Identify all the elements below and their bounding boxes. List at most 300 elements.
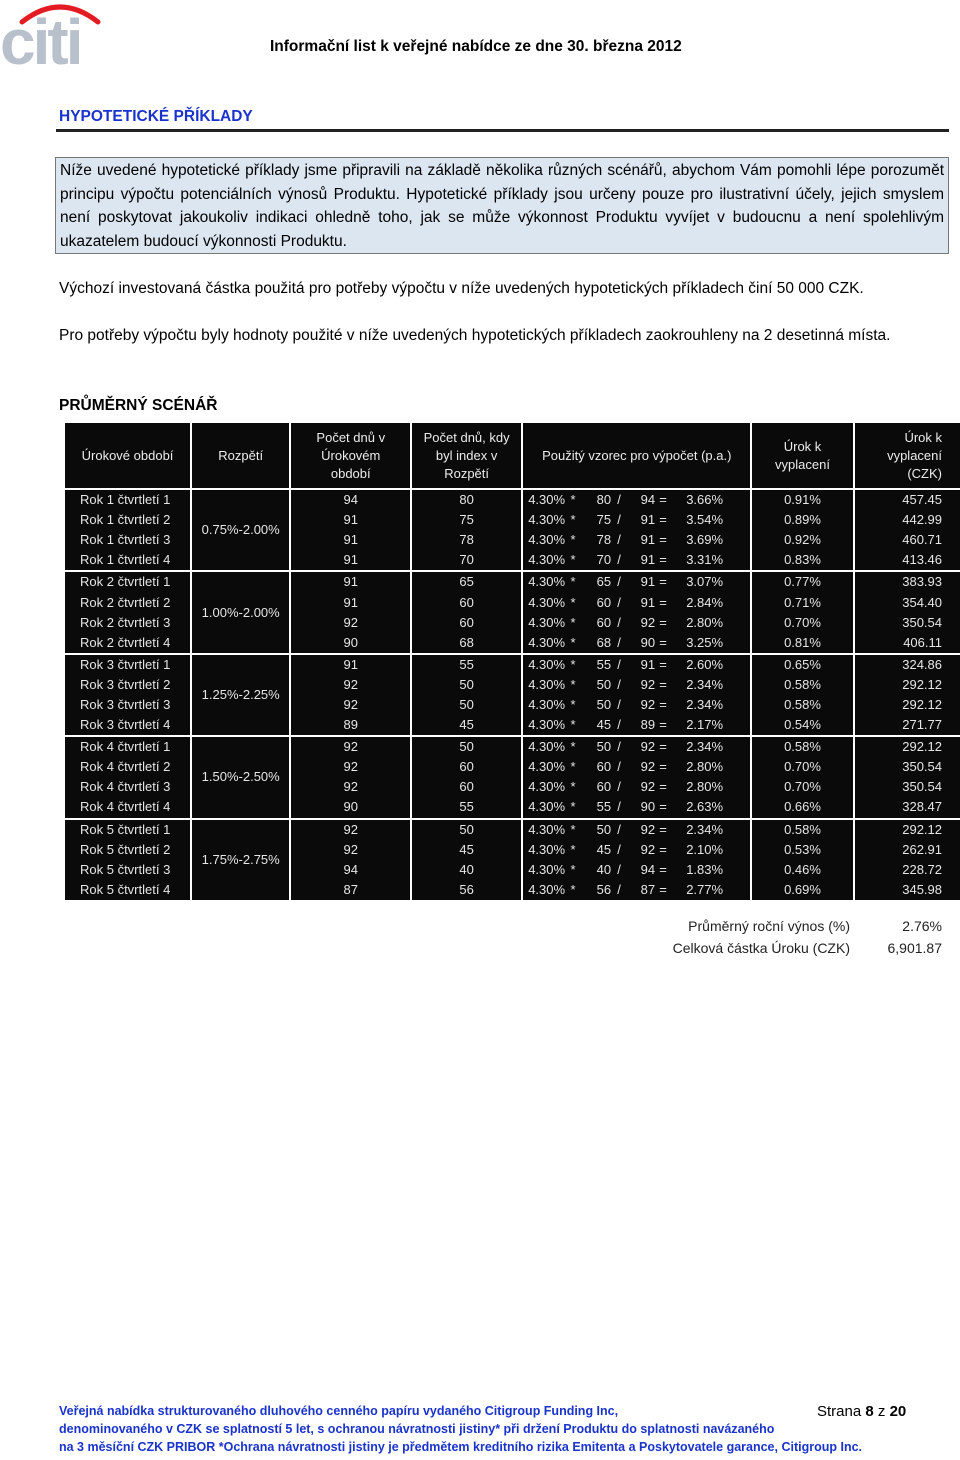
formula-base: 4.30% [528, 676, 566, 692]
cell-formula [522, 571, 751, 592]
cell-period: Rok 1 čtvrtletí 4 [65, 550, 191, 571]
formula-base: 4.30% [528, 512, 566, 528]
cell-period: Rok 1 čtvrtletí 2 [65, 510, 191, 530]
formula-eq: = [659, 492, 667, 508]
header-period: Úrokové období [65, 423, 191, 489]
formula-mul: * [570, 634, 576, 650]
scenario-table [65, 423, 960, 900]
cell-formula [522, 510, 751, 530]
formula-div: / [617, 552, 621, 568]
formula-in-range: 65 [596, 574, 612, 590]
cell-period: Rok 4 čtvrtletí 3 [65, 777, 191, 797]
formula-result: 1.83% [686, 861, 724, 877]
table-body [65, 489, 960, 900]
formula-days: 92 [640, 779, 656, 795]
cell-days: 92 [290, 613, 411, 633]
cell-payout: 354.40 [854, 592, 960, 612]
formula-result: 3.25% [686, 634, 724, 650]
cell-days: 92 [290, 675, 411, 695]
formula-days: 94 [640, 861, 656, 877]
cell-formula [522, 819, 751, 840]
cell-period: Rok 5 čtvrtletí 1 [65, 819, 191, 840]
document-title: Informační list k veřejné nabídce ze dne 30. března 2012 [270, 38, 682, 55]
cell-days-in-range: 50 [411, 675, 522, 695]
cell-payout: 350.54 [854, 613, 960, 633]
cell-period: Rok 1 čtvrtletí 3 [65, 530, 191, 550]
cell-formula [522, 530, 751, 550]
formula-eq: = [659, 881, 667, 897]
formula-mul: * [570, 779, 576, 795]
cell-range: 1.00%-2.00% [191, 571, 290, 653]
formula-in-range: 45 [596, 841, 612, 857]
formula-in-range: 70 [596, 552, 612, 568]
formula-in-range: 40 [596, 861, 612, 877]
formula-in-range: 55 [596, 799, 612, 815]
cell-range: 1.75%-2.75% [191, 819, 290, 900]
formula-in-range: 60 [596, 614, 612, 630]
cell-days: 91 [290, 654, 411, 675]
formula-mul: * [570, 717, 576, 733]
formula-days: 92 [640, 759, 656, 775]
formula-div: / [617, 861, 621, 877]
summary-total-value: 6,901.87 [887, 940, 942, 956]
cell-days-in-range: 45 [411, 840, 522, 860]
cell-formula [522, 613, 751, 633]
cell-rate: 0.46% [751, 860, 853, 880]
summary-avg-label: Průměrný roční výnos (%) [688, 918, 850, 934]
formula-days: 91 [640, 552, 656, 568]
formula-mul: * [570, 759, 576, 775]
formula-result: 3.31% [686, 552, 724, 568]
formula-div: / [617, 799, 621, 815]
formula-days: 90 [640, 634, 656, 650]
formula-base: 4.30% [528, 532, 566, 548]
formula-eq: = [659, 512, 667, 528]
formula-div: / [617, 492, 621, 508]
summary-avg-row [640, 914, 945, 936]
formula-days: 92 [640, 739, 656, 755]
cell-rate: 0.58% [751, 736, 853, 757]
formula-base: 4.30% [528, 634, 566, 650]
cell-rate: 0.70% [751, 613, 853, 633]
cell-days: 92 [290, 757, 411, 777]
formula-days: 91 [640, 594, 656, 610]
cell-period: Rok 3 čtvrtletí 3 [65, 695, 191, 715]
formula-eq: = [659, 574, 667, 590]
summary-avg-value: 2.76% [902, 918, 942, 934]
table-row [65, 654, 960, 675]
cell-payout: 324.86 [854, 654, 960, 675]
footer-line-3: na 3 měsíční CZK PRIBOR *Ochrana návratnosti jistiny je předmětem kreditního rizika Emitenta a Poskytovatele garance, Citigroup Inc. [59, 1440, 863, 1454]
formula-mul: * [570, 512, 576, 528]
formula-div: / [617, 574, 621, 590]
cell-period: Rok 3 čtvrtletí 1 [65, 654, 191, 675]
page-number [817, 1403, 906, 1420]
formula-eq: = [659, 532, 667, 548]
cell-days: 91 [290, 530, 411, 550]
formula-base: 4.30% [528, 861, 566, 877]
formula-mul: * [570, 552, 576, 568]
intro-box [55, 157, 949, 254]
cell-rate: 0.69% [751, 880, 853, 900]
formula-eq: = [659, 739, 667, 755]
formula-days: 92 [640, 696, 656, 712]
footer [59, 1402, 949, 1456]
formula-eq: = [659, 552, 667, 568]
cell-days-in-range: 60 [411, 592, 522, 612]
cell-formula [522, 777, 751, 797]
cell-payout: 262.91 [854, 840, 960, 860]
formula-result: 2.80% [686, 779, 724, 795]
formula-div: / [617, 696, 621, 712]
page-sep: z [877, 1403, 886, 1420]
cell-days-in-range: 60 [411, 777, 522, 797]
formula-eq: = [659, 861, 667, 877]
cell-payout: 442.99 [854, 510, 960, 530]
cell-payout: 383.93 [854, 571, 960, 592]
cell-days-in-range: 55 [411, 797, 522, 818]
cell-days: 90 [290, 797, 411, 818]
cell-days: 92 [290, 840, 411, 860]
formula-days: 92 [640, 841, 656, 857]
cell-period: Rok 2 čtvrtletí 4 [65, 633, 191, 654]
cell-payout: 328.47 [854, 797, 960, 818]
cell-rate: 0.81% [751, 633, 853, 654]
formula-div: / [617, 717, 621, 733]
formula-mul: * [570, 492, 576, 508]
formula-mul: * [570, 594, 576, 610]
cell-rate: 0.71% [751, 592, 853, 612]
cell-rate: 0.70% [751, 757, 853, 777]
formula-days: 92 [640, 676, 656, 692]
cell-days: 89 [290, 715, 411, 736]
logo-text: citi [0, 6, 81, 70]
cell-days-in-range: 50 [411, 819, 522, 840]
cell-rate: 0.65% [751, 654, 853, 675]
page-current: 8 [865, 1403, 874, 1420]
formula-eq: = [659, 594, 667, 610]
cell-days-in-range: 78 [411, 530, 522, 550]
formula-mul: * [570, 574, 576, 590]
cell-payout: 292.12 [854, 819, 960, 840]
cell-payout: 345.98 [854, 880, 960, 900]
cell-rate: 0.70% [751, 777, 853, 797]
cell-days: 94 [290, 489, 411, 510]
formula-eq: = [659, 821, 667, 837]
cell-formula [522, 675, 751, 695]
formula-mul: * [570, 614, 576, 630]
cell-rate: 0.89% [751, 510, 853, 530]
cell-rate: 0.58% [751, 675, 853, 695]
cell-days-in-range: 50 [411, 736, 522, 757]
formula-days: 91 [640, 532, 656, 548]
formula-eq: = [659, 634, 667, 650]
formula-result: 2.80% [686, 614, 724, 630]
formula-base: 4.30% [528, 614, 566, 630]
formula-eq: = [659, 696, 667, 712]
cell-formula [522, 654, 751, 675]
formula-base: 4.30% [528, 841, 566, 857]
cell-period: Rok 2 čtvrtletí 2 [65, 592, 191, 612]
formula-result: 2.34% [686, 676, 724, 692]
formula-mul: * [570, 656, 576, 672]
table-row [65, 819, 960, 840]
formula-in-range: 50 [596, 821, 612, 837]
cell-period: Rok 4 čtvrtletí 1 [65, 736, 191, 757]
formula-base: 4.30% [528, 821, 566, 837]
formula-base: 4.30% [528, 739, 566, 755]
formula-div: / [617, 676, 621, 692]
formula-base: 4.30% [528, 552, 566, 568]
formula-div: / [617, 634, 621, 650]
formula-base: 4.30% [528, 574, 566, 590]
formula-in-range: 55 [596, 656, 612, 672]
formula-mul: * [570, 861, 576, 877]
formula-result: 2.34% [686, 739, 724, 755]
formula-div: / [617, 532, 621, 548]
citi-arc-logo-icon [0, 0, 105, 70]
footer-line-1: Veřejná nabídka strukturovaného dluhového cenného papíru vydaného Citigroup Funding Inc, [59, 1404, 619, 1418]
cell-days-in-range: 45 [411, 715, 522, 736]
cell-days: 91 [290, 510, 411, 530]
cell-days-in-range: 55 [411, 654, 522, 675]
cell-days: 94 [290, 860, 411, 880]
cell-payout: 228.72 [854, 860, 960, 880]
formula-result: 2.34% [686, 696, 724, 712]
cell-days-in-range: 75 [411, 510, 522, 530]
heading-divider [56, 129, 949, 132]
cell-days-in-range: 50 [411, 695, 522, 715]
formula-days: 90 [640, 799, 656, 815]
formula-in-range: 60 [596, 594, 612, 610]
header-formula: Použitý vzorec pro výpočet (p.a.) [522, 423, 751, 489]
cell-rate: 0.77% [751, 571, 853, 592]
formula-mul: * [570, 532, 576, 548]
cell-range: 1.50%-2.50% [191, 736, 290, 818]
formula-eq: = [659, 717, 667, 733]
formula-mul: * [570, 821, 576, 837]
formula-base: 4.30% [528, 779, 566, 795]
cell-rate: 0.53% [751, 840, 853, 860]
formula-in-range: 68 [596, 634, 612, 650]
page-prefix: Strana [817, 1403, 862, 1420]
cell-days-in-range: 80 [411, 489, 522, 510]
formula-result: 2.17% [686, 717, 724, 733]
formula-eq: = [659, 656, 667, 672]
formula-result: 2.77% [686, 881, 724, 897]
formula-days: 87 [640, 881, 656, 897]
formula-eq: = [659, 759, 667, 775]
formula-days: 89 [640, 717, 656, 733]
cell-formula [522, 860, 751, 880]
cell-days-in-range: 56 [411, 880, 522, 900]
formula-result: 3.66% [686, 492, 724, 508]
header-rate: Úrok k vyplacení [751, 423, 853, 489]
cell-payout: 271.77 [854, 715, 960, 736]
cell-range: 1.25%-2.25% [191, 654, 290, 736]
formula-result: 2.84% [686, 594, 724, 610]
cell-period: Rok 5 čtvrtletí 4 [65, 880, 191, 900]
header-days: Počet dnů v Úrokovém období [290, 423, 411, 489]
formula-days: 91 [640, 574, 656, 590]
citi-logo [0, 0, 105, 70]
formula-days: 91 [640, 656, 656, 672]
formula-div: / [617, 821, 621, 837]
cell-days-in-range: 68 [411, 633, 522, 654]
page-total: 20 [889, 1403, 907, 1420]
section-heading: HYPOTETICKÉ PŘÍKLADY [59, 108, 253, 125]
formula-result: 2.34% [686, 821, 724, 837]
summary-total-row [640, 936, 945, 958]
cell-period: Rok 2 čtvrtletí 1 [65, 571, 191, 592]
cell-days: 91 [290, 571, 411, 592]
cell-formula [522, 757, 751, 777]
formula-base: 4.30% [528, 594, 566, 610]
formula-mul: * [570, 676, 576, 692]
summary-block [640, 914, 945, 958]
formula-in-range: 60 [596, 759, 612, 775]
cell-range: 0.75%-2.00% [191, 489, 290, 571]
cell-payout: 292.12 [854, 736, 960, 757]
cell-days-in-range: 60 [411, 757, 522, 777]
formula-in-range: 50 [596, 676, 612, 692]
intro-text: Níže uvedené hypotetické příklady jsme připravili na základě několika různých scénářů, abychom Vám pomohli lépe porozumět principu výpočtu potenciálních výnosů Produktu. Hypotetické příklady jsou určeny pouze pro ilustrativní účely, jejich smyslem není poskytovat jakoukoliv indikaci ohledně toho, jak se může výkonnost Produktu vyvíjet v budoucnu a není spolehlivým ukazatelem budoucí výkonnosti Produktu. [60, 162, 944, 250]
formula-result: 2.63% [686, 799, 724, 815]
cell-days: 91 [290, 592, 411, 612]
cell-period: Rok 5 čtvrtletí 2 [65, 840, 191, 860]
cell-days: 91 [290, 550, 411, 571]
cell-payout: 406.11 [854, 633, 960, 654]
cell-days-in-range: 70 [411, 550, 522, 571]
cell-days: 92 [290, 777, 411, 797]
table-row [65, 489, 960, 510]
formula-base: 4.30% [528, 717, 566, 733]
formula-div: / [617, 656, 621, 672]
formula-div: / [617, 594, 621, 610]
cell-formula [522, 592, 751, 612]
formula-base: 4.30% [528, 759, 566, 775]
formula-eq: = [659, 676, 667, 692]
formula-base: 4.30% [528, 696, 566, 712]
cell-rate: 0.54% [751, 715, 853, 736]
formula-div: / [617, 614, 621, 630]
cell-days: 92 [290, 736, 411, 757]
cell-days: 92 [290, 819, 411, 840]
cell-days-in-range: 40 [411, 860, 522, 880]
cell-payout: 292.12 [854, 675, 960, 695]
cell-period: Rok 4 čtvrtletí 2 [65, 757, 191, 777]
formula-eq: = [659, 614, 667, 630]
cell-days: 92 [290, 695, 411, 715]
cell-period: Rok 4 čtvrtletí 4 [65, 797, 191, 818]
cell-payout: 413.46 [854, 550, 960, 571]
formula-result: 3.54% [686, 512, 724, 528]
formula-base: 4.30% [528, 656, 566, 672]
rounding-note: Pro potřeby výpočtu byly hodnoty použité v níže uvedených hypotetických příkladech zaokrouhleny na 2 desetinná místa. [59, 327, 891, 344]
cell-period: Rok 1 čtvrtletí 1 [65, 489, 191, 510]
summary-total-label: Celková částka Úroku (CZK) [672, 940, 850, 956]
formula-base: 4.30% [528, 881, 566, 897]
formula-days: 94 [640, 492, 656, 508]
formula-mul: * [570, 739, 576, 755]
cell-days: 90 [290, 633, 411, 654]
header-payout: Úrok k vyplacení (CZK) [854, 423, 960, 489]
formula-in-range: 56 [596, 881, 612, 897]
footer-line-2: denominovaného v CZK se splatností 5 let, s ochranou návratnosti jistiny* při držení Produktu do splatnosti navázaného [59, 1422, 775, 1436]
cell-formula [522, 736, 751, 757]
formula-in-range: 60 [596, 779, 612, 795]
cell-formula [522, 797, 751, 818]
formula-base: 4.30% [528, 492, 566, 508]
cell-formula [522, 695, 751, 715]
scenario-heading: PRŮMĚRNÝ SCÉNÁŘ [59, 397, 218, 414]
formula-in-range: 75 [596, 512, 612, 528]
cell-period: Rok 3 čtvrtletí 4 [65, 715, 191, 736]
cell-payout: 460.71 [854, 530, 960, 550]
formula-div: / [617, 739, 621, 755]
formula-in-range: 80 [596, 492, 612, 508]
formula-mul: * [570, 799, 576, 815]
cell-formula [522, 550, 751, 571]
cell-days-in-range: 60 [411, 613, 522, 633]
cell-formula [522, 633, 751, 654]
formula-days: 92 [640, 614, 656, 630]
cell-rate: 0.58% [751, 695, 853, 715]
formula-div: / [617, 779, 621, 795]
formula-result: 2.80% [686, 759, 724, 775]
formula-div: / [617, 881, 621, 897]
formula-in-range: 50 [596, 739, 612, 755]
formula-eq: = [659, 779, 667, 795]
formula-result: 3.69% [686, 532, 724, 548]
formula-eq: = [659, 841, 667, 857]
formula-result: 3.07% [686, 574, 724, 590]
cell-payout: 350.54 [854, 777, 960, 797]
table-header-row [65, 423, 960, 489]
formula-days: 92 [640, 821, 656, 837]
amount-note: Výchozí investovaná částka použitá pro potřeby výpočtu v níže uvedených hypotetických příkladech činí 50 000 CZK. [59, 280, 864, 297]
cell-period: Rok 5 čtvrtletí 3 [65, 860, 191, 880]
formula-result: 2.60% [686, 656, 724, 672]
formula-in-range: 45 [596, 717, 612, 733]
cell-rate: 0.91% [751, 489, 853, 510]
cell-formula [522, 840, 751, 860]
cell-formula [522, 715, 751, 736]
cell-payout: 292.12 [854, 695, 960, 715]
formula-mul: * [570, 841, 576, 857]
cell-days-in-range: 65 [411, 571, 522, 592]
formula-in-range: 50 [596, 696, 612, 712]
formula-div: / [617, 759, 621, 775]
formula-mul: * [570, 696, 576, 712]
cell-formula [522, 489, 751, 510]
header-range: Rozpětí [191, 423, 290, 489]
cell-period: Rok 3 čtvrtletí 2 [65, 675, 191, 695]
formula-days: 91 [640, 512, 656, 528]
formula-eq: = [659, 799, 667, 815]
cell-period: Rok 2 čtvrtletí 3 [65, 613, 191, 633]
cell-rate: 0.66% [751, 797, 853, 818]
table-row [65, 736, 960, 757]
cell-rate: 0.92% [751, 530, 853, 550]
table-row [65, 571, 960, 592]
cell-payout: 457.45 [854, 489, 960, 510]
formula-div: / [617, 512, 621, 528]
formula-in-range: 78 [596, 532, 612, 548]
formula-result: 2.10% [686, 841, 724, 857]
header-days-in-range: Počet dnů, kdy byl index v Rozpětí [411, 423, 522, 489]
cell-formula [522, 880, 751, 900]
